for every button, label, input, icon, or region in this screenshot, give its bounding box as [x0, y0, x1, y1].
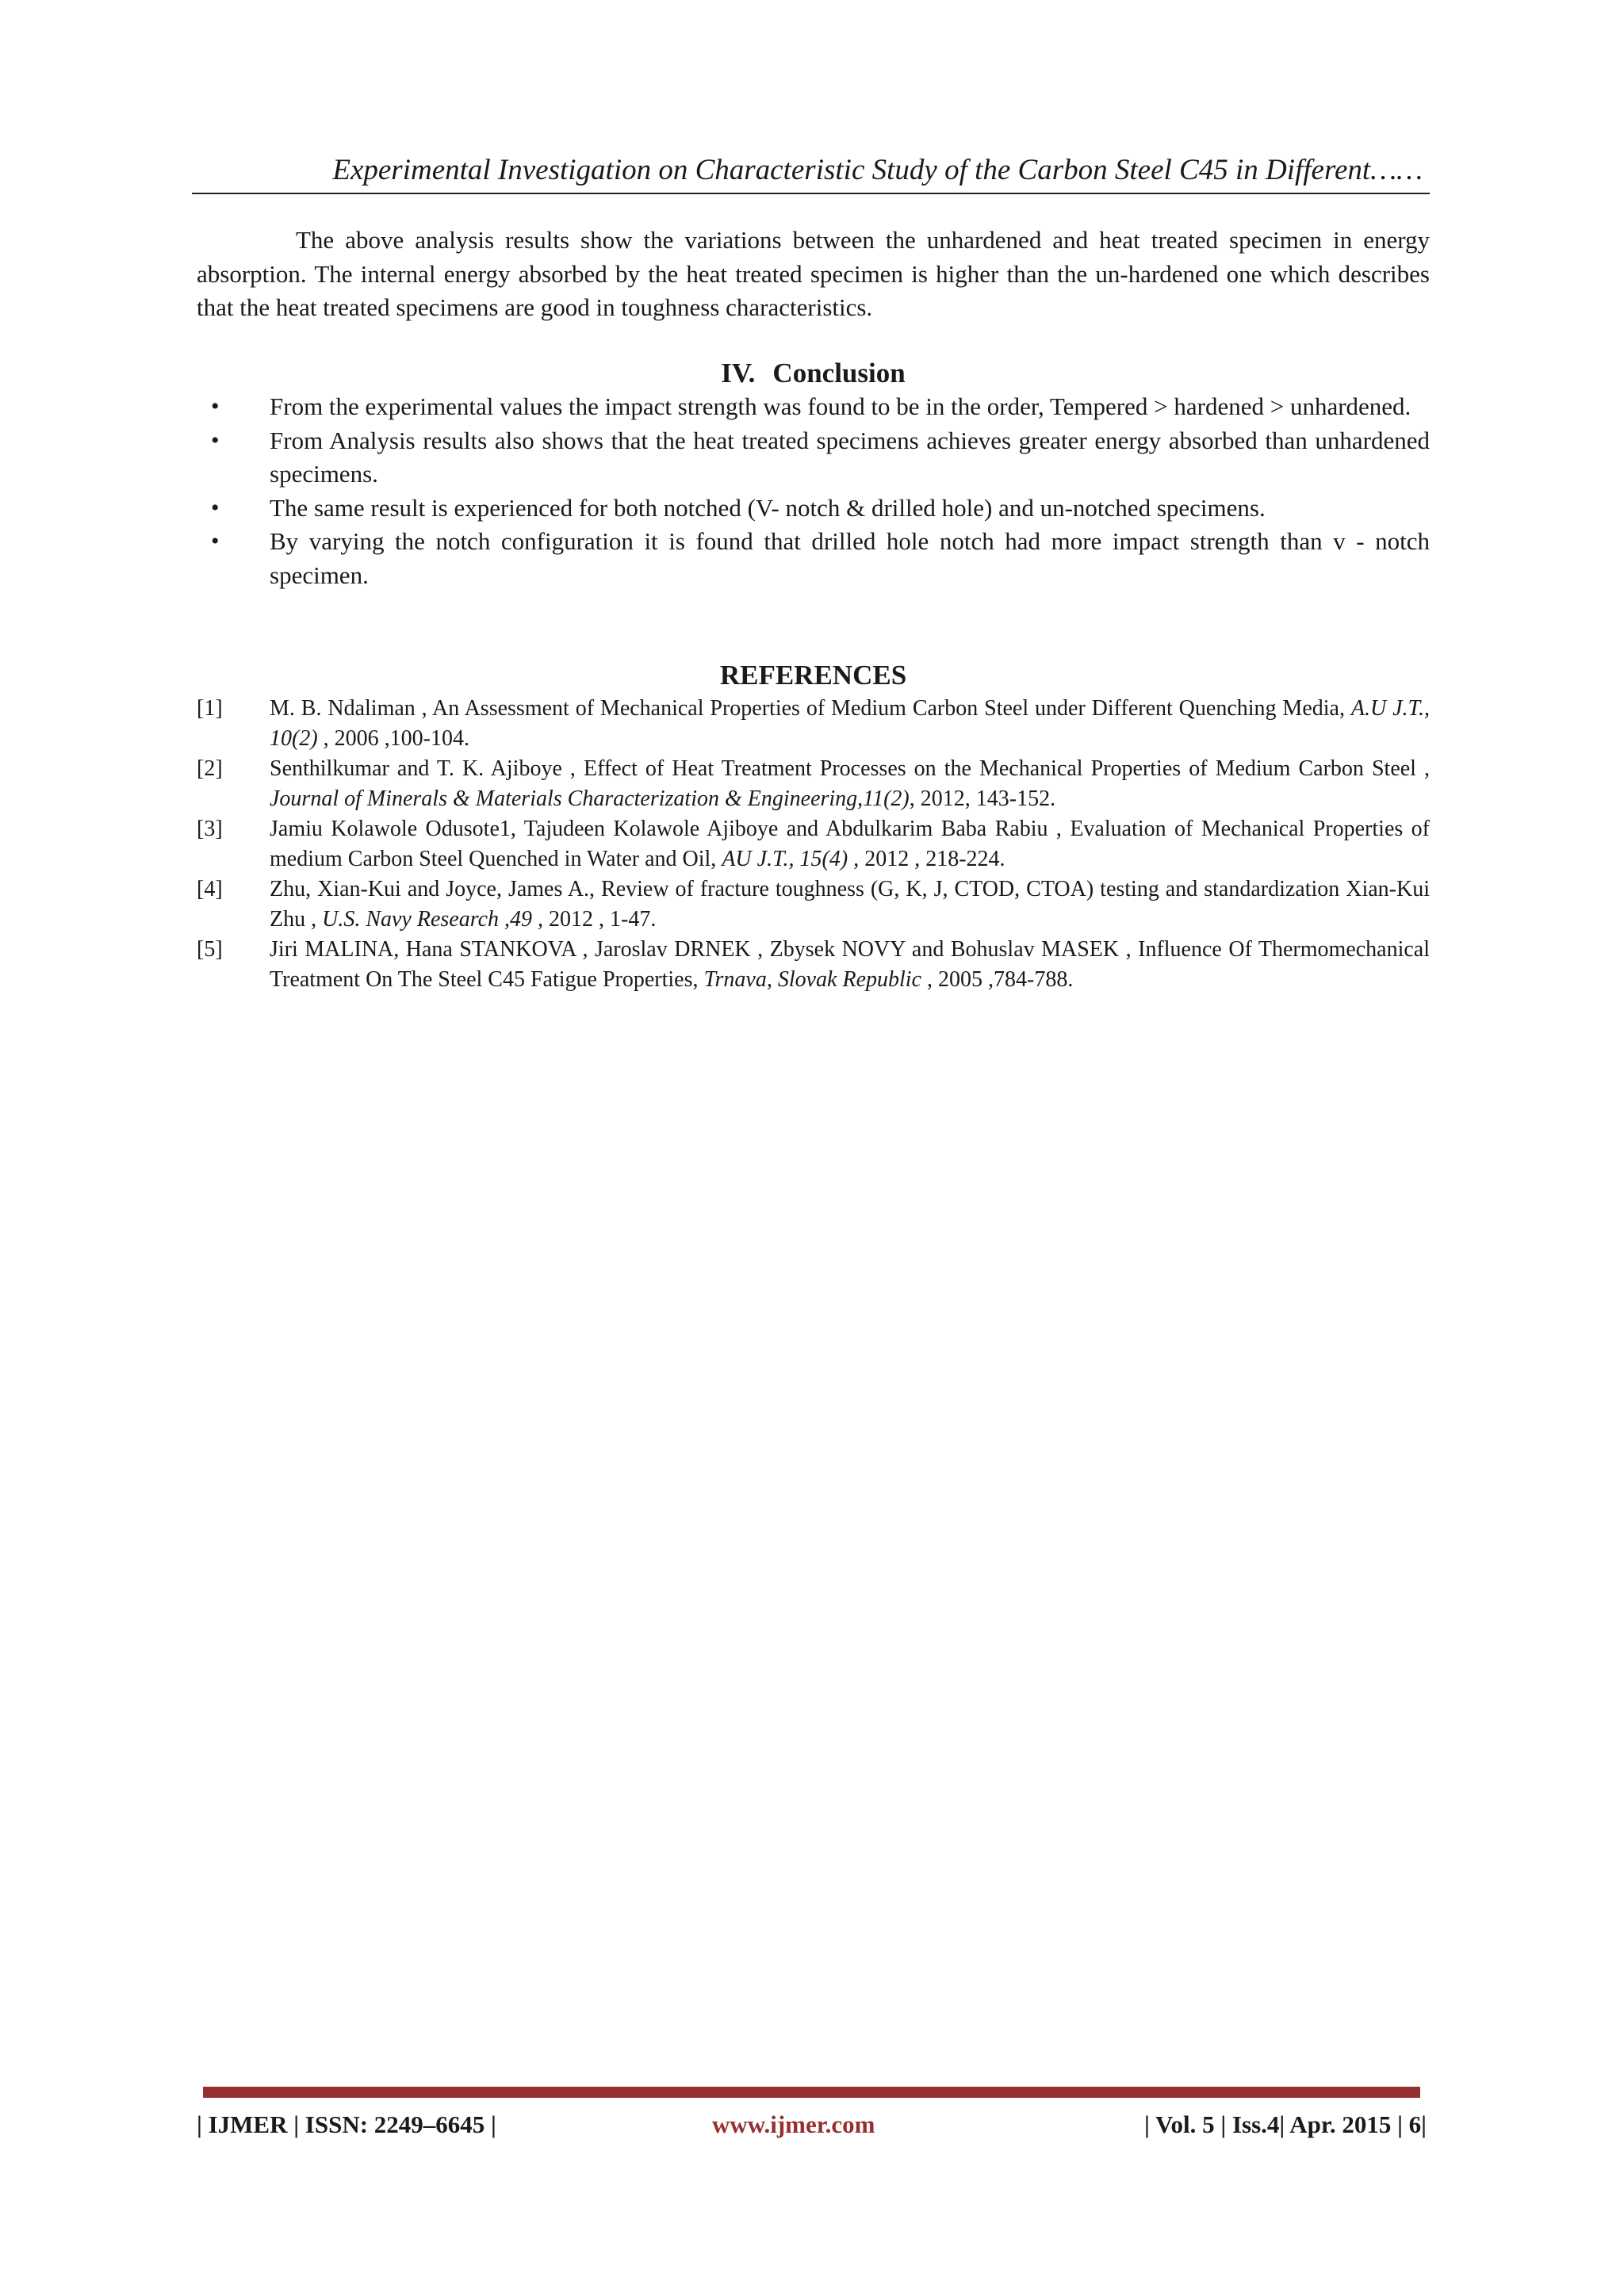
bullet-icon: •: [211, 528, 220, 554]
section-number: IV.: [721, 358, 756, 388]
list-item-text: The same result is experienced for both notched (V- notch & drilled hole) and un-notched specimens.: [270, 493, 1266, 522]
reference-tail: , 2012, 143-152.: [909, 786, 1056, 811]
list-item-text: From Analysis results also shows that the heat treated specimens achieves greater energy absorbed than unhardened specimens.: [270, 426, 1430, 488]
reference-text: Zhu, Xian-Kui and Joyce, James A., Review of fracture toughness (G, K, J, CTOD, CTOA) testing and standardization Xian-Kui Zhu ,: [270, 877, 1430, 932]
bullet-icon: •: [211, 427, 220, 453]
header-rule: [192, 193, 1430, 194]
body-paragraph: The above analysis results show the variations between the unhardened and heat treated specimen in energy absorption. The internal energy absorbed by the heat treated specimen is higher than the un-hardened one which describes that the heat treated specimens are good in toughness characteristics.: [197, 226, 1430, 321]
reference-source: A.U J.T., 10(2): [270, 696, 1430, 751]
reference-item: [197, 874, 1430, 935]
reference-tag: [2]: [197, 756, 223, 781]
reference-tail: , 2012 , 218-224.: [848, 847, 1005, 871]
bullet-icon: •: [211, 494, 220, 521]
reference-text: Jiri MALINA, Hana STANKOVA , Jaroslav DRNEK , Zbysek NOVY and Bohuslav MASEK , Influence Of Thermomechanical Treatment On The Steel C45 Fatigue Properties,: [270, 937, 1430, 992]
footer-issue-info: | Vol. 5 | Iss.4| Apr. 2015 | 6|: [1143, 2110, 1427, 2138]
list-item: [197, 390, 1430, 424]
reference-tag: [4]: [197, 877, 223, 901]
reference-item: [197, 754, 1430, 814]
footer-journal: | IJMER | ISSN: 2249–6645 |: [197, 2110, 496, 2138]
list-item: [197, 424, 1430, 492]
reference-source: Journal of Minerals & Materials Characterization & Engineering,11(2): [270, 786, 910, 811]
reference-tag: [1]: [197, 696, 223, 721]
reference-item: [197, 814, 1430, 874]
reference-source: Trnava, Slovak Republic: [703, 967, 922, 992]
footer-accent-bar: [203, 2087, 1420, 2098]
conclusion-heading: [197, 354, 1430, 392]
reference-text: Jamiu Kolawole Odusote1, Tajudeen Kolawole Ajiboye and Abdulkarim Baba Rabiu , Evaluation of Mechanical Properties of medium Carbon Steel Quenched in Water and Oil,: [270, 817, 1430, 871]
reference-text: M. B. Ndaliman , An Assessment of Mechanical Properties of Medium Carbon Steel under Different Quenching Media,: [270, 696, 1351, 721]
reference-item: [197, 694, 1430, 754]
references-heading: REFERENCES: [719, 660, 907, 691]
reference-tag: [5]: [197, 937, 223, 962]
reference-tail: , 2005 ,784-788.: [921, 967, 1074, 992]
running-header: Experimental Investigation on Characteristic Study of the Carbon Steel C45 in Different……: [332, 154, 1423, 186]
reference-tail: , 2006 ,100-104.: [317, 726, 469, 751]
list-item-text: From the experimental values the impact strength was found to be in the order, Tempered > hardened > unhardened.: [270, 392, 1411, 420]
reference-tail: 2012 , 1-47.: [543, 907, 657, 932]
reference-text: Senthilkumar and T. K. Ajiboye , Effect of Heat Treatment Processes on the Mechanical Properties of Medium Carbon Steel ,: [270, 756, 1430, 781]
list-item: [197, 525, 1430, 592]
references-list: [197, 694, 1430, 995]
bullet-icon: •: [211, 393, 220, 419]
reference-tag: [3]: [197, 817, 223, 841]
list-item: [197, 492, 1430, 526]
conclusion-list: [197, 390, 1430, 592]
list-item-text: By varying the notch configuration it is found that drilled hole notch had more impact strength than v - notch specimen.: [270, 527, 1430, 589]
footer-website-link[interactable]: www.ijmer.com: [712, 2110, 875, 2138]
reference-source: AU J.T., 15(4): [722, 847, 848, 871]
section-title: Conclusion: [772, 358, 906, 388]
reference-source: U.S. Navy Research ,49 ,: [322, 907, 544, 932]
reference-item: [197, 935, 1430, 995]
